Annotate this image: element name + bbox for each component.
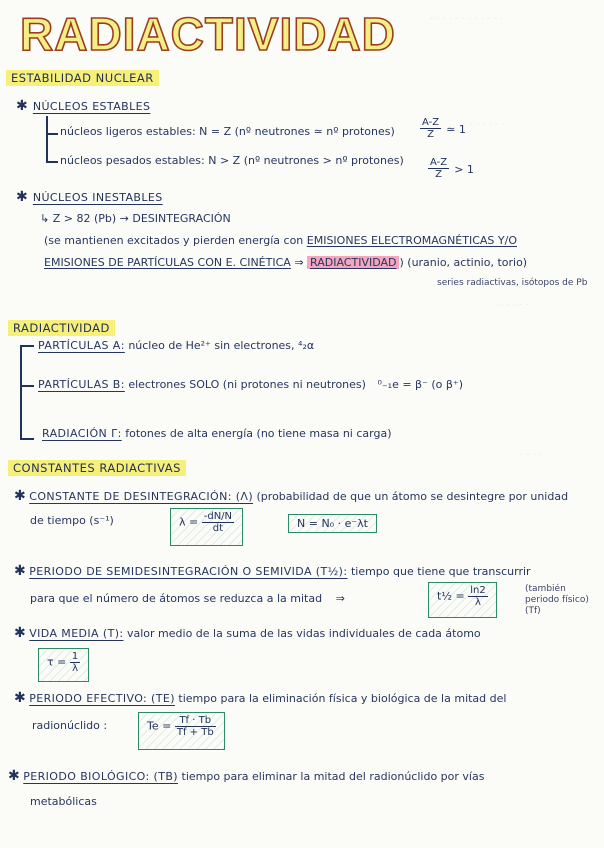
branch-line [46, 161, 58, 163]
biological-label: PERIODO BIOLÓGICO: (TB) [23, 770, 178, 783]
asterisk-icon: ✱ [14, 488, 26, 504]
fraction-numerator: Tf · Tb [175, 715, 216, 727]
meanlife-text: valor medio de la suma de las vidas individuales de cada átomo [127, 627, 481, 640]
unstable-condition: Z > 82 (Pb) → DESINTEGRACIÓN [52, 212, 231, 225]
radioactive-series: ) (uranio, actinio, torio) [399, 256, 528, 269]
halflife-note-line: (Tf) [525, 606, 541, 616]
fraction-numerator: A-Z [430, 157, 448, 168]
meanlife-formula-box [38, 648, 89, 682]
halflife-row [14, 563, 531, 579]
particle-emissions-text: EMISIONES DE PARTÍCULAS CON E. CINÉTICA [44, 256, 291, 269]
asterisk-icon: ✱ [16, 189, 28, 205]
fraction-denominator: Z [427, 129, 434, 140]
fraction-denominator: Z [435, 169, 442, 180]
formula-lhs: λ = [179, 515, 199, 529]
effective-row [14, 690, 506, 706]
branch-line [20, 385, 34, 387]
effective-formula-box [138, 712, 225, 750]
implies-arrow: ⇒ [294, 256, 304, 269]
heavy-ratio-fraction [428, 157, 449, 180]
unstable-line-2 [44, 234, 517, 247]
halflife-row-2 [30, 592, 345, 605]
halflife-label: PERIODO DE SEMIDESINTEGRACIÓN O SEMIVIDA (T½): [29, 565, 348, 578]
stable-nuclei-label: NÚCLEOS ESTABLES [32, 100, 151, 113]
effective-text-2: radionúclido : [32, 719, 108, 732]
formula-lhs: τ = [47, 655, 67, 669]
beta-text: electrones SOLO (ni protones ni neutrones) [128, 378, 366, 391]
halflife-text-2: para que el número de átomos se reduzca a la mitad [30, 592, 323, 605]
fraction-denominator: Tf + Tb [176, 727, 214, 738]
bleed-through: · · · · · · [470, 120, 505, 131]
formula-lhs: Te = [147, 719, 172, 733]
unstable-nuclei-label: NÚCLEOS INESTABLES [32, 191, 163, 204]
beta-symbol: ⁰₋₁e = β⁻ (o β⁺) [377, 378, 464, 391]
fraction-denominator: dt [212, 523, 224, 534]
light-ratio-result: ≃ 1 [446, 123, 466, 136]
asterisk-icon: ✱ [14, 690, 26, 706]
branch-line [46, 133, 58, 135]
gamma-label: RADIACIÓN Γ: [42, 427, 122, 440]
meanlife-label: VIDA MEDIA (Τ): [29, 627, 124, 640]
heavy-ratio [428, 157, 474, 180]
biological-row [8, 768, 484, 784]
gamma-row [42, 427, 391, 440]
effective-fraction [175, 715, 216, 738]
effective-label: PERIODO EFECTIVO: (TE) [29, 692, 175, 705]
decay-law-box: N = N₀ · e⁻λt [288, 514, 377, 533]
alpha-label: PARTÍCULAS Α: [38, 339, 125, 352]
light-nuclei-row [60, 125, 395, 138]
bleed-through: · · · · [520, 450, 543, 461]
halflife-note [525, 584, 589, 617]
unstable-line-3 [44, 256, 527, 269]
section-heading-constants: CONSTANTES RADIACTIVAS [8, 460, 186, 476]
gamma-text: fotones de alta energía (no tiene masa ni carga) [125, 427, 392, 440]
meanlife-fraction [70, 651, 80, 674]
asterisk-icon: ✱ [16, 98, 28, 114]
branch-line [20, 438, 34, 440]
radioactivity-highlight: RADIACTIVIDAD [307, 256, 399, 269]
stable-nuclei-heading [16, 95, 150, 114]
decay-constant-label: CONSTANTE DE DESINTEGRACIÓN: (Λ) [29, 490, 254, 503]
unstable-text: (se mantienen excitados y pierden energía con [44, 234, 307, 247]
halflife-text: tiempo que tiene que transcurrir [350, 565, 531, 578]
heavy-nuclei-text: núcleos pesados estables: N > Z (nº neutrones > nº protones) [60, 154, 404, 167]
decay-constant-text: (probabilidad de que un átomo se desintegre por unidad [256, 490, 569, 503]
em-emissions-text: EMISIONES ELECTROMAGNÉTICAS Y/O [306, 234, 517, 247]
meanlife-row [14, 625, 481, 641]
effective-text: tiempo para la eliminación física y biológica de la mitad del [178, 692, 507, 705]
fraction-numerator: -dN/N [203, 511, 233, 522]
bleed-through: · · · · · · · · · · · · [430, 14, 504, 25]
decay-fraction [202, 511, 234, 534]
branch-line [20, 345, 34, 347]
fraction-numerator: 1 [71, 651, 79, 662]
fraction-denominator: λ [72, 663, 78, 674]
halflife-formula-box [428, 582, 497, 618]
biological-text: tiempo para eliminar la mitad del radionúclido por vías [181, 770, 485, 783]
biological-text-2: metabólicas [30, 795, 97, 808]
fraction-numerator: A-Z [422, 117, 440, 128]
halflife-fraction [468, 585, 487, 608]
alpha-symbol: ⁴₂α [298, 339, 315, 352]
halflife-note-line: (también [525, 584, 566, 594]
asterisk-icon: ✱ [14, 563, 26, 579]
asterisk-icon: ✱ [14, 625, 26, 641]
bleed-through: · · · · · [500, 300, 529, 311]
decay-constant-text-2: de tiempo (s⁻¹) [30, 514, 114, 527]
heavy-ratio-result: > 1 [454, 163, 474, 176]
light-nuclei-text: núcleos ligeros estables: N = Z (nº neutrones ≃ nº protones) [60, 125, 395, 138]
beta-label: PARTÍCULAS Β: [38, 378, 125, 391]
asterisk-icon: ✱ [8, 768, 20, 784]
heavy-nuclei-row [60, 154, 404, 167]
fraction-denominator: λ [474, 597, 481, 608]
section-heading-radioactivity: RADIACTIVIDAD [8, 320, 115, 336]
series-note: series radiactivas, isótopos de Pb [437, 278, 588, 288]
branch-line [20, 345, 22, 439]
implies-arrow: ⇒ [335, 592, 345, 605]
alpha-text: núcleo de He²⁺ sin electrones, [128, 339, 295, 352]
decay-formula-box [170, 508, 243, 546]
section-heading-stability: ESTABILIDAD NUCLEAR [6, 70, 159, 86]
unstable-line-1 [40, 212, 231, 225]
halflife-note-line: periodo físico) [525, 595, 589, 605]
alpha-row [38, 339, 314, 352]
branch-line [46, 116, 48, 162]
decay-constant-row [14, 488, 568, 504]
unstable-nuclei-heading [16, 186, 163, 205]
light-ratio-fraction [420, 117, 441, 140]
return-arrow-icon: ↳ [40, 212, 53, 225]
formula-lhs: t½ = [437, 589, 465, 603]
fraction-numerator: ln2 [470, 585, 486, 596]
beta-row [38, 378, 463, 391]
page-title: RADIACTIVIDAD [20, 8, 396, 60]
light-ratio [420, 117, 466, 140]
